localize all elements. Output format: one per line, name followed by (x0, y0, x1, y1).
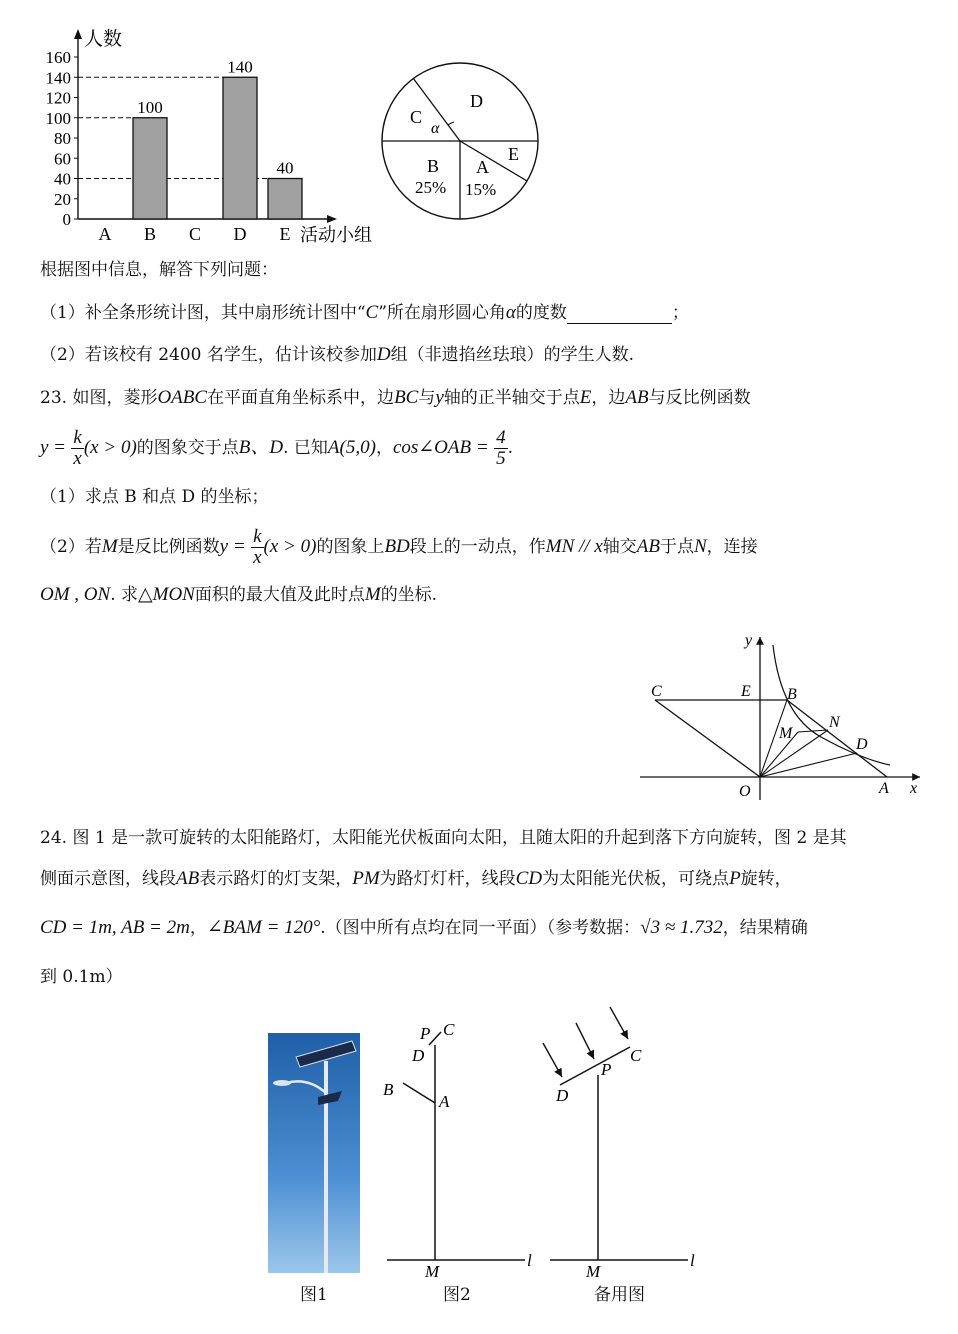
sun-ray-arrow-icon (576, 1023, 594, 1059)
lamp-head-icon (273, 1080, 291, 1086)
q23-cos-num: 4 (496, 427, 506, 448)
q23-label-d: D (856, 736, 868, 753)
q23-y: y (435, 387, 444, 408)
q22-p2-d: D (376, 344, 391, 365)
q24-angle: ∠BAM = 120° (206, 917, 321, 938)
bar-chart-bar (268, 179, 302, 220)
q23-n: N (693, 536, 707, 557)
bar-chart-tick-label: 100 (45, 108, 71, 128)
q23-line2 (40, 426, 513, 470)
q22-intro: 根据图中信息，解答下列问题： (40, 260, 278, 280)
q22-part2 (40, 344, 634, 366)
bar-chart-categories (99, 224, 291, 244)
bar-chart-ylabel: 人数 (84, 29, 123, 50)
q24-text: 为太阳能光伏板，可绕点 (542, 869, 730, 889)
q24-p: P (729, 868, 741, 889)
q24-text: ，结果精确 (722, 918, 808, 938)
q22-p1-text-a: （1）补全条形统计图，其中扇形统计图中“ (40, 303, 366, 323)
fig3-label-c: C (630, 1046, 642, 1065)
bar-chart-bars (133, 57, 302, 219)
q23-part2 (40, 525, 758, 569)
fig1-caption: 图1 (300, 1285, 328, 1305)
q23-part2-line2 (40, 584, 437, 606)
q23-side-co (655, 700, 760, 777)
q23-label-x: x (910, 780, 918, 797)
pie-chart (375, 55, 550, 225)
fig2-label-b: B (383, 1080, 394, 1099)
fig3-panel-cd (560, 1047, 630, 1085)
bar-chart-tick-label: 120 (45, 88, 71, 108)
q23-label-o: O (739, 783, 751, 800)
q23-text: 面积的最大值及此时点 (194, 585, 365, 605)
q23-e: E (579, 387, 592, 408)
bar-chart-bar (223, 77, 257, 219)
fig2-bracket-ab (403, 1083, 435, 1103)
q23-label-c: C (651, 683, 662, 700)
q23-oabc: OABC (157, 387, 208, 408)
q23-frac-num: k (73, 427, 82, 448)
q23-text: 的坐标. (380, 585, 438, 605)
bar-chart-data-label: 100 (137, 97, 163, 117)
q24-text: ， (189, 918, 207, 938)
bar-chart-data-label: 140 (227, 57, 253, 77)
bar-chart-x-arrow-icon (327, 215, 337, 223)
q24-sqrt3: √3 ≈ 1.732 (640, 917, 723, 938)
q23-text: 段上的一动点，作 (409, 537, 546, 557)
q24-ab: AB (176, 868, 200, 889)
q23-text: 的图象上 (316, 537, 385, 557)
q23-label-b: B (787, 686, 797, 703)
fig3-label-p: P (601, 1060, 612, 1079)
bar-chart-y-arrow-icon (74, 29, 82, 39)
q24-text: .（图中所有点均在同一平面）（参考数据： (320, 918, 641, 938)
q23-triangle-mon: △MON (138, 584, 195, 605)
q23-label-m: M (779, 725, 793, 742)
bar-chart-tick-label: 40 (54, 169, 71, 189)
sun-ray-arrow-icon (543, 1043, 562, 1077)
q23-text: ，边 (591, 388, 626, 408)
q23-func-y: y = (40, 437, 67, 458)
q22-p2-text-b: 组（非遗掐丝珐琅）的学生人数. (390, 345, 635, 365)
q23-text: 轴交 (602, 537, 637, 557)
q23-ab: AB (636, 536, 660, 557)
pie-label-b: B (427, 156, 440, 176)
bar-chart-tick-label: 20 (54, 189, 71, 209)
q23-part1: （1）求点 B 和点 D 的坐标； (40, 487, 269, 507)
q23-bc: BC (394, 387, 419, 408)
bar-chart-category-label: A (98, 224, 112, 244)
pie-label-c: C (410, 107, 423, 127)
q22-p2-text-a: （2）若该校有 2400 名学生，估计该校参加 (40, 345, 377, 365)
fig3-label-m: M (586, 1262, 601, 1281)
q23-fraction-kx (71, 428, 83, 469)
q24-line2 (40, 868, 792, 890)
bar-chart-tick-label: 160 (45, 48, 71, 67)
fig2-panel-cd (429, 1032, 441, 1045)
q23-text: . (507, 438, 514, 458)
q23-text: . 求 (110, 585, 139, 605)
q23-line1 (40, 387, 751, 409)
q23-ab: AB (625, 387, 649, 408)
q23-label-a: A (879, 780, 889, 797)
q23-hyperbola (773, 645, 890, 765)
q24-pm: PM (352, 868, 380, 889)
bar-chart-bar (133, 118, 167, 219)
fig3-spare-diagram (538, 1005, 708, 1285)
bar-chart-category-label: C (188, 224, 202, 244)
q23-func-y: y = (219, 536, 246, 557)
q23-label-n: N (829, 714, 840, 731)
fig2-side-view (375, 1015, 545, 1285)
pie-value-b: 25% (415, 178, 447, 197)
q23-m: M (364, 584, 381, 605)
bar-chart-data-label: 40 (276, 158, 294, 178)
fig3-label-d: D (556, 1086, 569, 1105)
q23-text: （2）若 (40, 537, 102, 557)
pie-label-a: A (476, 157, 489, 177)
q23-fraction-kx-2 (251, 527, 263, 568)
fig2-caption: 图2 (443, 1285, 471, 1305)
bar-chart (30, 25, 390, 250)
sun-ray-arrow-icon (610, 1007, 628, 1039)
q23-frac-den: x (73, 448, 82, 469)
fig2-label-d: D (412, 1046, 425, 1065)
pie-value-a: 15% (465, 180, 497, 199)
bar-chart-category-label: B (143, 224, 157, 244)
q23-segment-od (760, 753, 857, 777)
q23-m: M (101, 536, 118, 557)
bar-chart-category-label: D (233, 224, 247, 244)
fig3-label-l: l (690, 1251, 695, 1270)
q24-text: 为路灯灯杆，线段 (379, 869, 516, 889)
q23-om-on: OM , ON (40, 584, 111, 605)
q22-part1 (40, 302, 689, 324)
q23-coordinate-figure (635, 625, 935, 805)
bar-chart-xlabel: 活动小组 (300, 225, 372, 245)
q24-cd: CD (515, 868, 543, 889)
q24-lengths: CD = 1m, AB = 2m (40, 917, 190, 938)
pie-label-d: D (470, 91, 483, 111)
q23-text: 与反比例函数 (648, 388, 751, 408)
q23-text: 的图象交于点 (136, 438, 239, 458)
q22-p1-alpha: α (505, 302, 516, 323)
q23-condition: (x > 0) (83, 437, 137, 458)
bar-chart-tick-label: 140 (45, 68, 71, 88)
fig2-label-l: l (527, 1251, 532, 1270)
fig2-label-a: A (439, 1092, 450, 1111)
fig2-label-m: M (425, 1262, 440, 1281)
q22-p1-end: ； (671, 303, 689, 323)
q23-bd: BD (384, 536, 410, 557)
bar-chart-tick-label: 0 (62, 210, 71, 229)
q23-mn-parallel: MN // x (545, 536, 603, 557)
bar-chart-tick-label: 60 (54, 149, 71, 169)
q23-text: 23. 如图，菱形 (40, 388, 158, 408)
q23-text: . 已知 (283, 438, 328, 458)
q23-label-y: y (745, 632, 753, 649)
q23-point-a: A(5,0) (327, 437, 376, 458)
q22-p1-c: C (365, 302, 379, 323)
q23-text: ， (375, 438, 393, 458)
bar-chart-y-ticks (46, 48, 79, 229)
bar-chart-tick-label: 80 (54, 129, 71, 148)
pie-label-e: E (508, 144, 519, 164)
fig3-caption: 备用图 (594, 1285, 645, 1305)
q23-text: 与 (418, 388, 436, 408)
q24-line1: 24. 图 1 是一款可旋转的太阳能路灯，太阳能光伏板面向太阳，且随太阳的升起到落下方向旋转，图 2 是其 (40, 828, 847, 848)
q23-text: 是反比例函数 (117, 537, 220, 557)
q23-cos-den: 5 (496, 448, 506, 469)
q22-p1-text-c: 的度数 (515, 303, 567, 323)
q24-line4: 到 0.1m） (40, 967, 123, 987)
q24-text: 表示路灯的灯支架， (199, 869, 353, 889)
q23-side-ba (787, 700, 887, 777)
pie-alpha: α (431, 120, 440, 137)
q23-label-e: E (741, 683, 751, 700)
q23-text: ，连接 (706, 537, 758, 557)
q23-condition: (x > 0) (263, 536, 317, 557)
q23-points-bd: B、D (238, 437, 284, 458)
fig1-streetlamp-photo (268, 1033, 360, 1273)
q23-frac-den: x (253, 547, 262, 568)
q24-text: 旋转， (740, 869, 792, 889)
q22-p1-text-b: ”所在扇形圆心角 (378, 303, 506, 323)
fig2-label-p: P (420, 1024, 431, 1043)
q23-frac-num: k (253, 526, 262, 547)
q24-text: 侧面示意图，线段 (40, 869, 176, 889)
q23-text: 轴的正半轴交于点 (443, 388, 580, 408)
q23-text: 在平面直角坐标系中，边 (207, 388, 395, 408)
q23-fraction-45 (494, 428, 508, 469)
q22-answer-blank (567, 305, 672, 324)
q23-text: 于点 (659, 537, 694, 557)
q23-cos: cos∠OAB = (392, 437, 489, 458)
bar-chart-category-label: E (279, 224, 291, 244)
fig2-label-c: C (443, 1020, 455, 1039)
q24-line3 (40, 917, 808, 939)
